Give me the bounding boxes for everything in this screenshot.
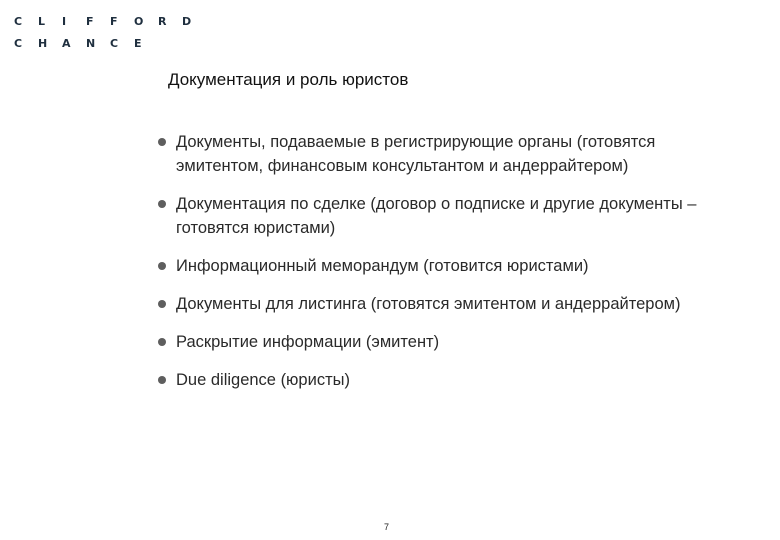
logo-letter: E	[134, 36, 142, 50]
logo-letter: C	[14, 14, 23, 28]
bullet-text: Документы для листинга (готовятся эмитентом и андеррайтером)	[176, 295, 681, 313]
clifford-chance-logo	[14, 10, 206, 54]
logo-letter: I	[62, 14, 67, 28]
bullet-dot-icon	[156, 130, 176, 178]
logo-letter: N	[86, 36, 96, 50]
page-number: 7	[384, 522, 390, 532]
bullet-text: Документы, подаваемые в регистрирующие органы (готовятся эмитентом, финансовым консультантом и андеррайтером)	[176, 133, 656, 175]
bullet-item-due-diligence	[156, 368, 746, 392]
logo-letter: O	[134, 14, 144, 28]
logo-letter: A	[62, 36, 71, 50]
logo-line-clifford	[14, 10, 206, 32]
bullet-dot-icon	[156, 292, 176, 316]
logo-letter: C	[110, 36, 119, 50]
bullet-item-transaction-documents	[156, 192, 746, 240]
logo-line-chance	[14, 32, 206, 54]
bullet-dot-icon	[156, 330, 176, 354]
bullet-dot-icon	[156, 254, 176, 278]
bullet-item-information-memorandum	[156, 254, 746, 278]
bullet-list	[156, 130, 746, 392]
bullet-item-listing-documents	[156, 292, 746, 316]
logo-letter: F	[110, 14, 118, 28]
bullet-dot-icon	[156, 368, 176, 392]
logo-letter: C	[14, 36, 23, 50]
bullet-item-registration-documents	[156, 130, 746, 178]
bullet-dot-icon	[156, 192, 176, 240]
logo-letter: L	[38, 14, 46, 28]
bullet-item-disclosure	[156, 330, 746, 354]
bullet-text: Due diligence (юристы)	[176, 371, 350, 389]
logo-letter: D	[182, 14, 192, 28]
bullet-text: Документация по сделке (договор о подписке и другие документы – готовятся юристами)	[176, 195, 697, 237]
logo-letter: H	[38, 36, 48, 50]
bullet-text: Информационный меморандум (готовится юристами)	[176, 257, 589, 275]
logo-letter: R	[158, 14, 167, 28]
logo-letter: F	[86, 14, 94, 28]
slide-title: Документация и роль юристов	[168, 70, 409, 89]
bullet-text: Раскрытие информации (эмитент)	[176, 333, 440, 351]
